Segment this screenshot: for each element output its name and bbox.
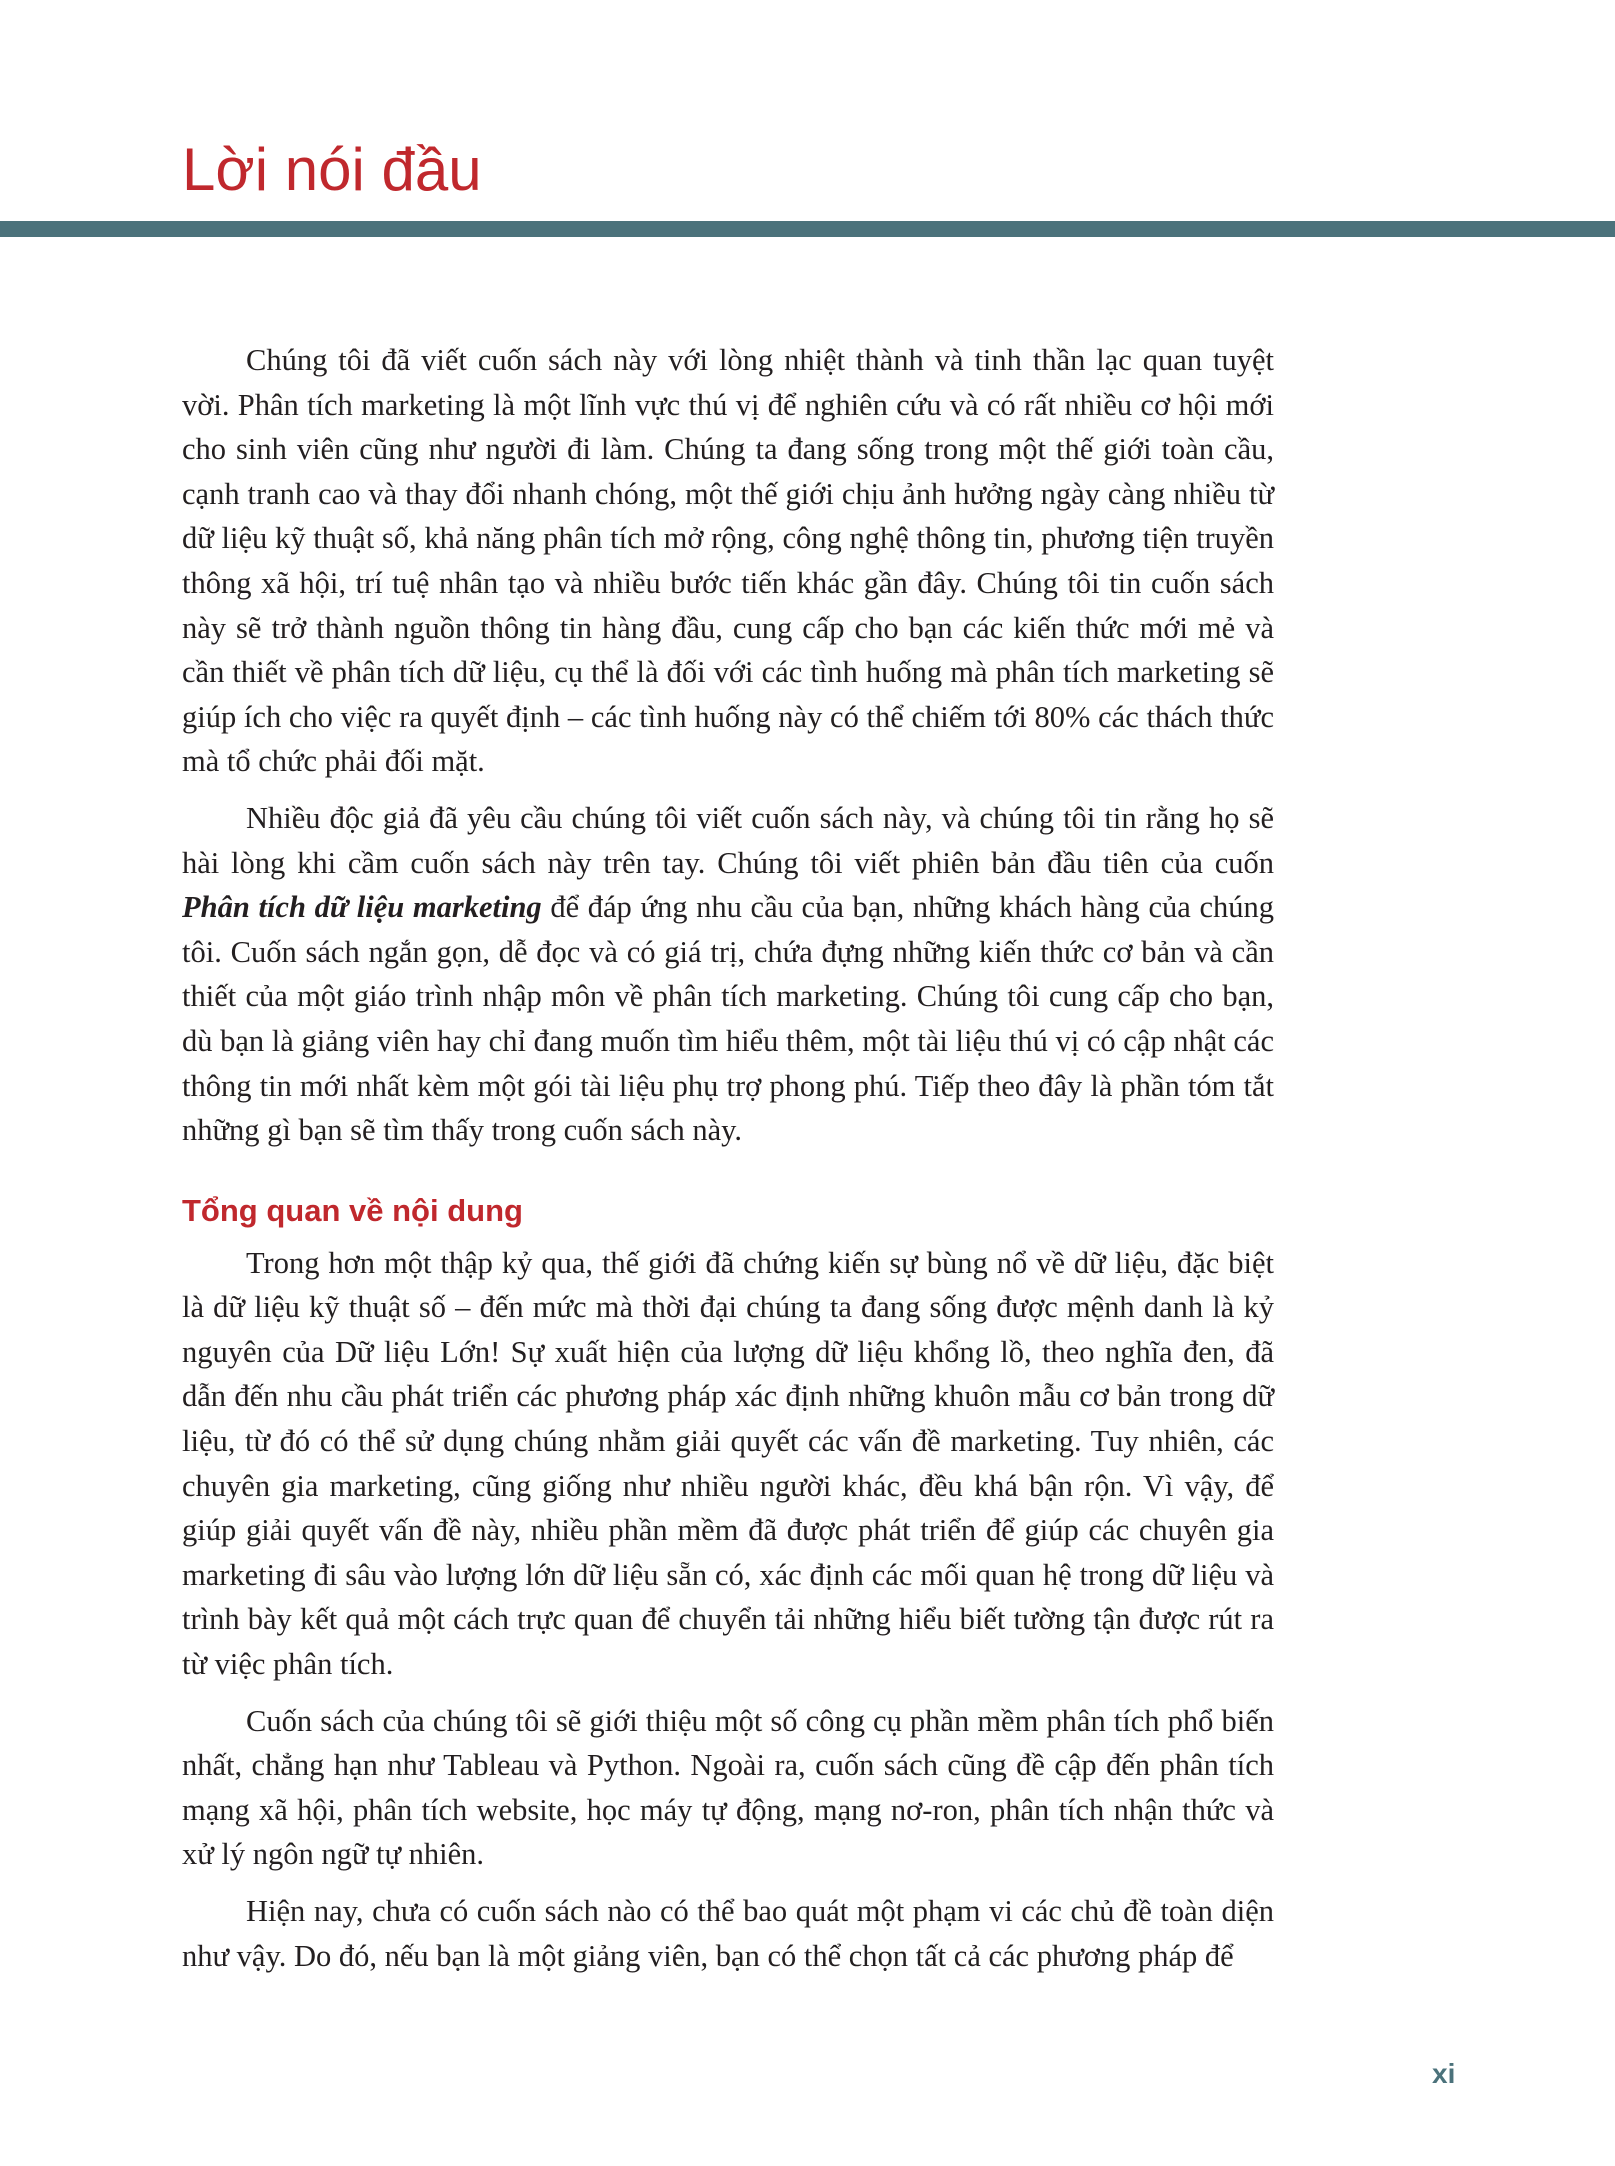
overview-paragraph-2: Cuốn sách của chúng tôi sẽ giới thiệu một số công cụ phần mềm phân tích phổ biến nhất, chẳng hạn như Tableau và Python. Ngoài ra, cuốn sách cũng đề cập đến phân tích mạng xã hội, phân tích website, học máy tự động, mạng nơ-ron, phân tích nhận thức và xử lý ngôn ngữ tự nhiên.	[182, 1703, 1274, 1872]
overview-paragraph-1: Trong hơn một thập kỷ qua, thế giới đã chứng kiến sự bùng nổ về dữ liệu, đặc biệt là dữ liệu kỹ thuật số – đến mức mà thời đại chúng ta đang sống được mệnh danh là kỷ nguyên của Dữ liệu Lớn! Sự xuất hiện của lượng dữ liệu khổng lồ, theo nghĩa đen, đã dẫn đến nhu cầu phát triển các phương pháp xác định những khuôn mẫu cơ bản trong dữ liệu, từ đó có thể sử dụng chúng nhằm giải quyết các vấn đề marketing. Tuy nhiên, các chuyên gia marketing, cũng giống như nhiều người khác, đều khá bận rộn. Vì vậy, để giúp giải quyết vấn đề này, nhiều phần mềm đã được phát triển để giúp các chuyên gia marketing đi sâu vào lượng lớn dữ liệu sẵn có, xác định các mối quan hệ trong dữ liệu và trình bày kết quả một cách trực quan để chuyển tải những hiểu biết tường tận được rút ra từ việc phân tích.	[182, 1245, 1274, 1682]
intro-paragraph-2-rest: để đáp ứng nhu cầu của bạn, những khách hàng của chúng tôi. Cuốn sách ngắn gọn, dễ đọc và có giá trị, chứa đựng những kiến thức cơ bản và cần thiết của một giáo trình nhập môn về phân tích marketing. Chúng tôi cung cấp cho bạn, dù bạn là giảng viên hay chỉ đang muốn tìm hiểu thêm, một tài liệu thú vị có cập nhật các thông tin mới nhất kèm một gói tài liệu phụ trợ phong phú. Tiếp theo đây là phần tóm tắt những gì bạn sẽ tìm thấy trong cuốn sách này.	[182, 890, 1274, 1148]
header-rule	[0, 221, 1615, 237]
intro-paragraph-2	[182, 796, 1274, 1153]
intro-paragraph-1: Chúng tôi đã viết cuốn sách này với lòng nhiệt thành và tinh thần lạc quan tuyệt vời. Phân tích marketing là một lĩnh vực thú vị để nghiên cứu và có rất nhiều cơ hội mới cho sinh viên cũng như người đi làm. Chúng ta đang sống trong một thế giới toàn cầu, cạnh tranh cao và thay đổi nhanh chóng, một thế giới chịu ảnh hưởng ngày càng nhiều từ dữ liệu kỹ thuật số, khả năng phân tích mở rộng, công nghệ thông tin, phương tiện truyền thông xã hội, trí tuệ nhân tạo và nhiều bước tiến khác gần đây. Chúng tôi tin cuốn sách này sẽ trở thành nguồn thông tin hàng đầu, cung cấp cho bạn các kiến thức mới mẻ và cần thiết về phân tích dữ liệu, cụ thể là đối với các tình huống mà phân tích marketing sẽ giúp ích cho việc ra quyết định – các tình huống này có thể chiếm tới 80% các thách thức mà tổ chức phải đối mặt.	[182, 343, 1274, 779]
book-title: Phân tích dữ liệu marketing	[182, 890, 542, 925]
page-number: xi	[1432, 2058, 1456, 2089]
body-content	[182, 338, 1274, 1990]
intro-paragraph-2-lead: Nhiều độc giả đã yêu cầu chúng tôi viết cuốn sách này, và chúng tôi tin rằng họ sẽ hài lòng khi cầm cuốn sách này trên tay. Chúng tôi viết phiên bản đầu tiên của cuốn	[182, 800, 1274, 880]
overview-paragraph-3: Hiện nay, chưa có cuốn sách nào có thể bao quát một phạm vi các chủ đề toàn diện như vậy. Do đó, nếu bạn là một giảng viên, bạn có thể chọn tất cả các phương pháp để	[182, 1894, 1274, 1973]
section-heading: Tổng quan về nội dung	[182, 1192, 523, 1228]
page-title: Lời nói đầu	[182, 136, 482, 203]
